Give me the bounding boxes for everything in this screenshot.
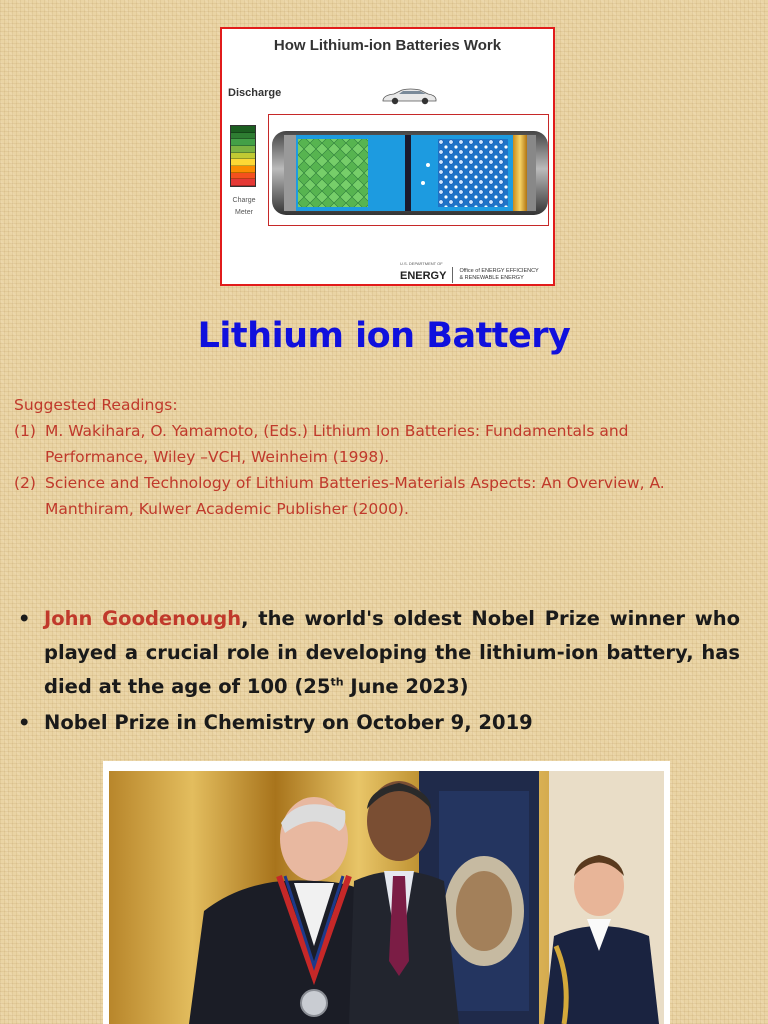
doe-logo-energy: ENERGY — [400, 270, 447, 282]
bullet-item — [18, 706, 740, 740]
charge-meter — [230, 125, 256, 187]
bullet-tail: June 2023) — [343, 675, 469, 698]
reading-item — [14, 418, 754, 470]
bullet-text: Nobel Prize in Chemistry on October 9, 2019 — [44, 711, 533, 734]
doe-logo-office — [459, 268, 538, 282]
reading-line: Manthiram, Kulwer Academic Publisher (2000). — [45, 500, 409, 518]
reading-line: Performance, Wiley –VCH, Weinheim (1998). — [45, 448, 390, 466]
charge-meter-segment — [231, 179, 255, 186]
doe-office-line1: Office of ENERGY EFFICIENCY — [459, 268, 539, 274]
suggested-readings — [14, 392, 754, 522]
bullet-body: , the world's oldest Nobel Prize winner who played a crucial role in developing the lithium-ion battery, has died at the age of 100 (25 — [44, 607, 740, 698]
battery-cell-diagram — [268, 119, 558, 229]
bullet-marker: • — [18, 607, 31, 630]
charge-meter-segment — [231, 166, 255, 173]
charge-meter-segment — [231, 146, 255, 153]
doe-office-line2: & RENEWABLE ENERGY — [459, 275, 524, 281]
award-ceremony-photo — [103, 761, 670, 1024]
bullet-item — [18, 602, 740, 704]
ceremony-illustration — [109, 771, 664, 1024]
reading-line: Science and Technology of Lithium Batteries-Materials Aspects: An Overview, A. — [45, 474, 665, 492]
discharge-label: Discharge — [228, 87, 282, 99]
charge-meter-segment — [231, 126, 255, 133]
doe-logo — [400, 261, 539, 283]
bullet-list — [18, 602, 740, 742]
doe-logo-divider — [452, 267, 453, 283]
reading-text — [45, 470, 754, 522]
infographic-title: How Lithium-ion Batteries Work — [273, 37, 502, 54]
battery-infographic — [220, 27, 555, 286]
bullet-text — [44, 602, 740, 704]
ordinal-superscript: th — [330, 675, 344, 689]
meter-label-line1: Charge — [232, 197, 256, 204]
charge-meter-segment — [231, 153, 255, 160]
bullet-marker: • — [18, 711, 31, 734]
meter-label-line2: Meter — [235, 209, 253, 216]
charge-meter-segment — [231, 159, 255, 166]
reading-text — [45, 418, 754, 470]
car-icon — [380, 85, 438, 105]
readings-heading: Suggested Readings: — [14, 396, 178, 414]
highlight-name: John Goodenough — [44, 607, 242, 630]
page-title: Lithium ion Battery — [197, 316, 571, 356]
reading-item — [14, 470, 754, 522]
reading-number: (1) — [14, 422, 36, 440]
doe-logo-small-text: U.S. DEPARTMENT OF — [400, 261, 443, 266]
reading-number: (2) — [14, 474, 36, 492]
charge-meter-segment — [231, 173, 255, 180]
charge-meter-segment — [231, 139, 255, 146]
charge-meter-segment — [231, 133, 255, 140]
charge-meter-label — [226, 195, 262, 219]
reading-line: M. Wakihara, O. Yamamoto, (Eds.) Lithium Ion Batteries: Fundamentals and — [45, 422, 629, 440]
